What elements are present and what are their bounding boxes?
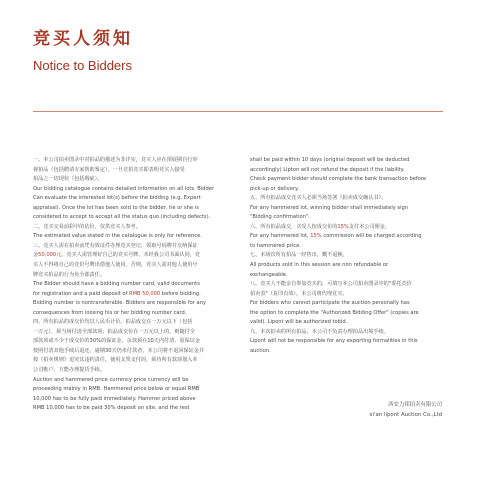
notice-line: considered to accept to accept all the status quo (including defects). [33,214,211,221]
notice-line: 六、所有拍品成交，买受人按成交价的15%支付本公司佣金。 [250,223,390,230]
notice-line: 按《拍卖规则》追究其违约责任，使用支票支付的，须待所有款项划入本 [33,357,198,364]
notice-line: Bidding number is nontransferable. Bidders are responsible for any [33,300,207,307]
notice-line: 按照付清其他手续后退还。逾期30天仍未付款者，本公司将不退回保证金并 [33,347,205,354]
notice-line: auction. [250,347,271,354]
notice-line: For bidders who cannot participate the auction personally has [250,300,410,307]
notice-line: The Bidder should have a bidding number card, valid documents [33,281,200,288]
notice-left-column [33,156,241,414]
notice-line: for registration and a paid deposit of RMB 50,000 before bidding. [33,290,201,297]
notice-line: 视拍品（包括聘请专家帮助鉴定），一旦竞拍竞买即表明竞买人接受 [33,166,185,173]
notice-line: 五、所有拍品成交竞买人必须当场签署《拍卖成交确认书》。 [250,195,387,202]
notice-line: 拍品之一切现状（包括瑕疵）。 [33,176,103,183]
notice-line: shall be paid within 10 days (original deposit will be deducted [250,157,410,163]
notice-line: the option to complete the "Authorized Bidding Offer" (copies are [250,309,419,316]
notice-line: to hammered price. [250,242,301,249]
notice-line: 部款项或不少于成交价的30%的保证金，余款须在10天内付清，原保证金 [33,338,201,345]
notice-line: 八、竞买人不能亲自参加竞买的，可填写本公司拍卖图录中的"委托竞价 [250,281,412,288]
notice-line: consequences from loosing his or her bidding number card. [33,309,187,316]
notice-line: 拍卖表"（复印有效），本公司将代理竞买。 [250,290,348,297]
notice-line: For any hammered lot, 15% commission will be charged according [250,233,422,240]
page-title-cn: 竞买人须知 [33,29,133,49]
notice-line: Auction and hammered price currency price currency will be [33,376,189,383]
notice-line: 买人不得将自己的竞价号牌出借他人使用。否则，竞买人需对他人使用号 [33,262,198,269]
company-signature [330,400,442,420]
notice-line: The estimated value stated in the catalogue is only for reference. [33,233,202,240]
company-name-en: xi'an lipont Auction Co.,Ltd [369,412,442,418]
notice-right-column [250,156,448,356]
notice-line: Check payment bidder should complete the bank transaction before [250,176,426,183]
page-header [33,28,133,74]
notice-line: 牌竞买拍品的行为负全部责任。 [33,271,105,278]
notice-line: accordingly) Lipton will not refund the deposit if the liability. [250,166,405,173]
notice-line: 三、竞买人需在拍卖前凭有效证件办理竞买登记，领取号码牌并交纳保证 [33,242,198,249]
notice-line: pick-up or delivery. [250,185,299,192]
notice-line: 四、所有拍品的成交价均以人民币计价。拍品成交在一万元以下（包括 [33,319,193,326]
notice-line: Lipont will not be responsible for any exporting formalities in this [250,338,418,345]
notice-line: 一万元），须当场付清全部款项；拍品成交价在一万元以上的，则随付全 [33,328,195,335]
notice-line: valid). Lipont will be authorized tobid. [250,319,348,326]
page-title-en: Notice to Bidders [33,58,132,73]
notice-line: 二、竞买交易前彩中的估价，仅供竞买人参考。 [33,223,141,230]
notice-line: 10,000 has to be fully paid immediately. Hammer priced above [33,395,196,402]
notice-line: exchangeable. [250,271,288,278]
notice-line: 金50,000元。竞买人需管理好自己的竞买号牌，未经我公司书面认同，竞 [33,252,201,259]
notice-line: appraisal). Once the lot has been sold to the bidder, he or she is [33,204,199,211]
header-divider [33,111,443,112]
notice-line: Our bidding catalogue contains detailed information on all lots. Bidder [33,185,215,192]
notice-line: 九、本次拍卖的所有拍品，本公司不负责办理拍品出境手续。 [250,328,389,335]
notice-line: 公司帐户，方能办理提货手续。 [33,367,105,374]
notice-line: 七、本场次所有拍品一经售出，概不退换。 [250,252,348,259]
notice-line: For any hammered lot, winning bidder shall immediately sign [250,204,409,211]
notice-line: 一、本公司拍卖图录中对拍品的描述为非详实，竞买人应在预展期自行审 [33,157,198,163]
company-name-cn: 西安力邦拍卖有限公司 [388,402,442,408]
notice-line: RMB 10,000 has to be paid 30% deposit on site, and the rest [33,405,190,412]
notice-line: Can evaluate the interested lot(s) before the bidding (e.g. Expert [33,195,201,202]
notice-line: "Bidding confirmation". [250,214,310,221]
notice-line: All products sold in this session are non refundable or [250,262,389,269]
notice-line: proceeding mainly in RMB. Hammered price below or equal RMB [33,386,200,393]
